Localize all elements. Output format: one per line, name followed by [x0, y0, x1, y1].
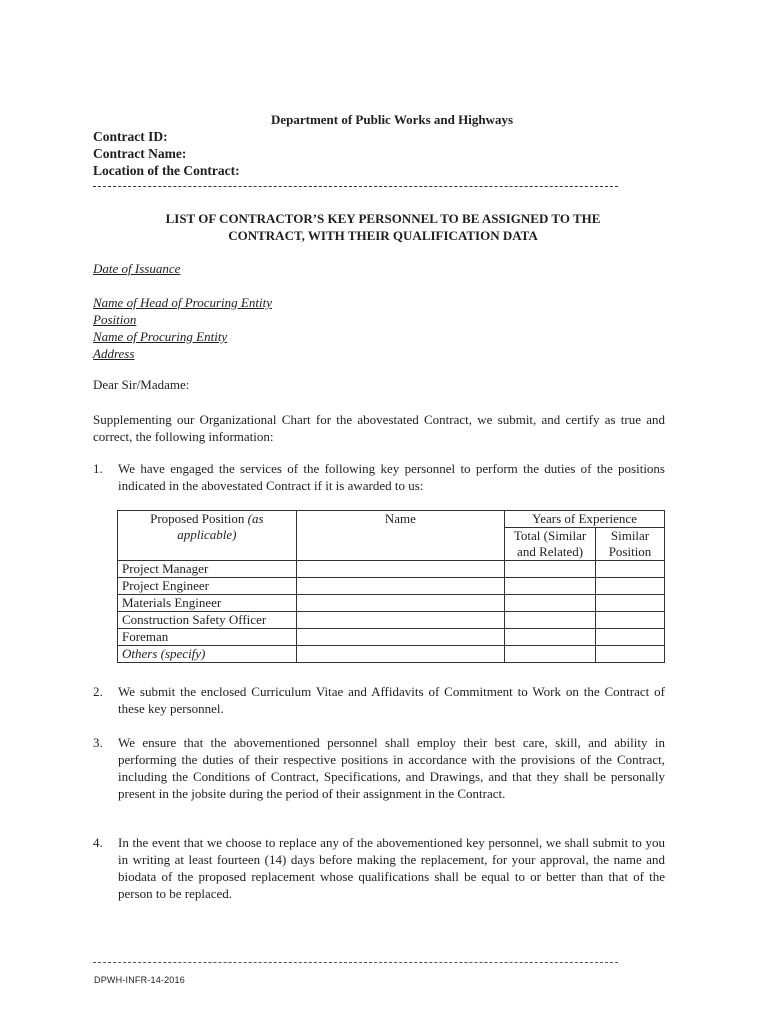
item-text: We ensure that the abovementioned personnel shall employ their best care, skill, and ability in performing the duties of their respective positions in accordance with the provisions of the Contract, including the Conditions of Contract, Specifications, and Drawings, and that they shall be personally present in the jobsite during the period of their assignment in the Contract. — [118, 735, 665, 801]
contract-header-fields — [93, 128, 240, 179]
footer-divider — [93, 962, 618, 963]
total-cell[interactable] — [505, 629, 596, 646]
name-cell[interactable] — [296, 629, 504, 646]
contract-id-label: Contract ID: — [93, 129, 168, 144]
similar-cell[interactable] — [596, 595, 665, 612]
header-divider — [93, 186, 618, 187]
form-code: DPWH-INFR-14-2016 — [94, 975, 185, 985]
header-years-experience: Years of Experience — [505, 511, 665, 528]
similar-cell[interactable] — [596, 561, 665, 578]
addressee-name-head: Name of Head of Procuring Entity — [93, 295, 272, 310]
contract-location-label: Location of the Contract: — [93, 163, 240, 178]
addressee-position: Position — [93, 312, 137, 327]
table-row — [118, 561, 665, 578]
table-row — [118, 646, 665, 663]
item-number: 1. — [93, 461, 103, 476]
item-text: We have engaged the services of the following key personnel to perform the duties of the positions indicated in the abovestated Contract if it is awarded to us: — [118, 461, 665, 493]
total-cell[interactable] — [505, 646, 596, 663]
total-cell[interactable] — [505, 612, 596, 629]
header-total-experience: Total (Similar and Related) — [505, 528, 596, 561]
similar-cell[interactable] — [596, 612, 665, 629]
addressee-block — [93, 294, 272, 362]
table-row — [118, 612, 665, 629]
table-row — [118, 595, 665, 612]
salutation: Dear Sir/Madame: — [93, 377, 190, 392]
table-row — [118, 578, 665, 595]
item-number: 3. — [93, 735, 103, 750]
total-cell[interactable] — [505, 595, 596, 612]
title-line-1: LIST OF CONTRACTOR’S KEY PERSONNEL TO BE ASSIGNED TO THE — [165, 211, 601, 226]
similar-cell[interactable] — [596, 646, 665, 663]
item-number: 4. — [93, 835, 103, 850]
title-line-2: CONTRACT, WITH THEIR QUALIFICATION DATA — [228, 228, 538, 243]
similar-cell[interactable] — [596, 578, 665, 595]
position-cell: Project Engineer — [118, 578, 297, 595]
item-text: In the event that we choose to replace any of the abovementioned key personnel, we shall submit to you in writing at least fourteen (14) days before making the replacement, for your approval, the name and biodata of the proposed replacement whose qualifications shall be equal to or better than that of the person to be replaced. — [118, 835, 665, 901]
position-cell: Project Manager — [118, 561, 297, 578]
addressee-address: Address — [93, 346, 135, 361]
department-heading: Department of Public Works and Highways — [270, 112, 514, 127]
similar-cell[interactable] — [596, 629, 665, 646]
total-cell[interactable] — [505, 561, 596, 578]
position-cell: Construction Safety Officer — [118, 612, 297, 629]
item-number: 2. — [93, 684, 103, 699]
total-cell[interactable] — [505, 578, 596, 595]
name-cell[interactable] — [296, 612, 504, 629]
position-cell: Others (specify) — [118, 646, 297, 663]
addressee-entity: Name of Procuring Entity — [93, 329, 228, 344]
key-personnel-table — [117, 510, 665, 663]
header-similar-position: Similar Position — [596, 528, 665, 561]
item-text: We submit the enclosed Curriculum Vitae and Affidavits of Commitment to Work on the Contract of these key personnel. — [118, 684, 665, 716]
table-row — [118, 629, 665, 646]
name-cell[interactable] — [296, 561, 504, 578]
header-proposed-position: Proposed Position (as applicable) — [118, 511, 297, 561]
position-cell: Foreman — [118, 629, 297, 646]
contract-name-label: Contract Name: — [93, 146, 187, 161]
name-cell[interactable] — [296, 578, 504, 595]
header-name: Name — [296, 511, 504, 561]
date-of-issuance: Date of Issuance — [93, 261, 181, 276]
name-cell[interactable] — [296, 595, 504, 612]
name-cell[interactable] — [296, 646, 504, 663]
header-position-note: (as applicable) — [177, 511, 264, 542]
position-cell: Materials Engineer — [118, 595, 297, 612]
intro-paragraph: Supplementing our Organizational Chart for the abovestated Contract, we submit, and certify as true and correct, the following information: — [93, 412, 665, 444]
document-title — [93, 210, 673, 244]
